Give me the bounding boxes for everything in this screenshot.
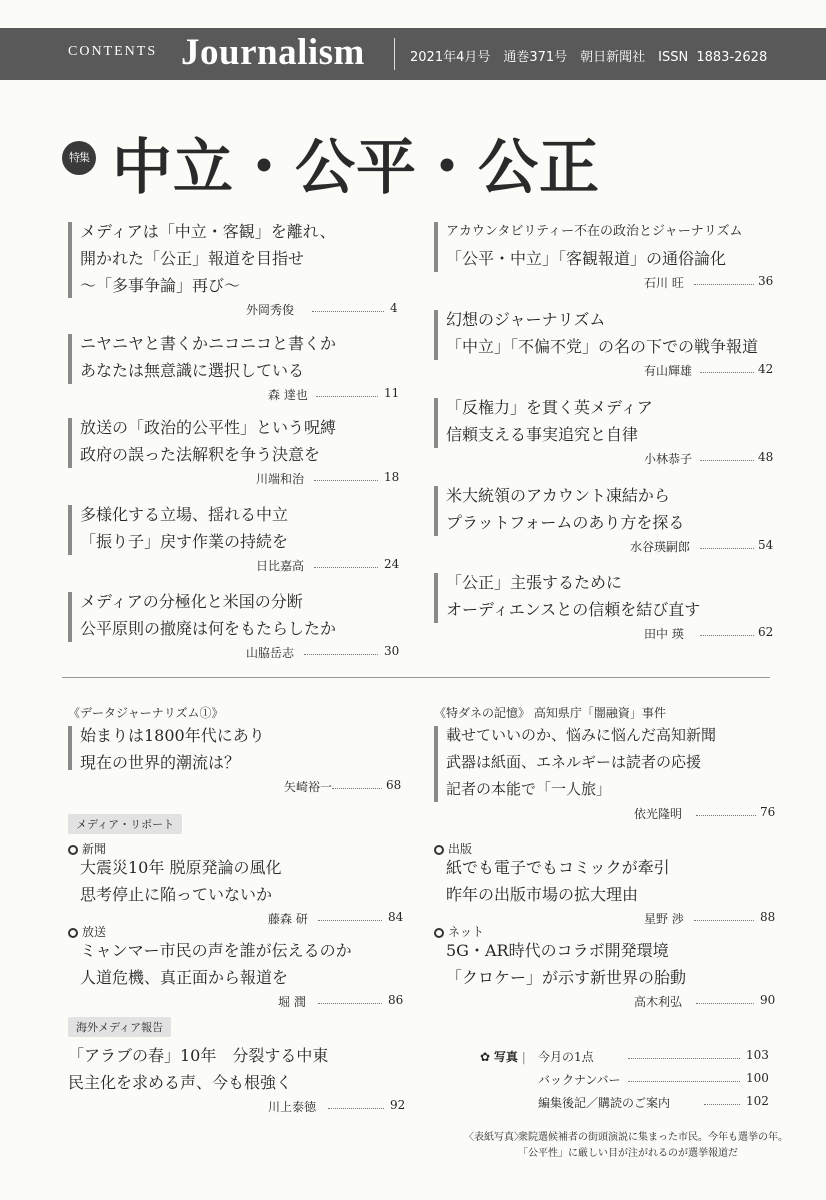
page-number: 42 — [758, 362, 774, 376]
article-title-line: 載せていいのか、悩みに悩んだ高知新聞 — [446, 726, 717, 744]
article-author: 山脇岳志 — [246, 646, 295, 660]
page-number: 92 — [390, 1098, 406, 1112]
page-number: 90 — [760, 993, 776, 1007]
page-number: 4 — [390, 301, 398, 315]
leader-dots — [700, 460, 754, 461]
series-label: 《特ダネの記憶》 高知県庁「闇融資」事件 — [434, 706, 666, 720]
category-net: ネット — [434, 923, 484, 940]
article-title-line: 現在の世界的潮流は？ — [80, 753, 241, 772]
category-publishing: 出版 — [434, 840, 472, 857]
article-title-line: 民主化を求める声、今も根強く — [68, 1073, 293, 1092]
feature-article-1[interactable] — [68, 218, 398, 319]
article-title-line: 記者の本能で「一人旅」 — [446, 780, 612, 798]
article-author: 森 達也 — [268, 388, 308, 402]
leader-dots — [694, 920, 754, 921]
article-author: 田中 瑛 — [644, 627, 684, 641]
article-title-line: アカウンタビリティー不在の政治とジャーナリズム — [446, 224, 743, 239]
article-title-line: 「アラブの春」10年 分裂する中東 — [68, 1046, 329, 1065]
article-author: 石川 旺 — [644, 276, 684, 290]
article-title-line: 「クロケー」が示す新世界の胎動 — [446, 968, 687, 987]
article-author: 高木利弘 — [634, 995, 683, 1009]
article-title-line: 「中立」「不偏不党」の名の下での戦争報道 — [446, 337, 759, 356]
page-number: 18 — [384, 470, 400, 484]
leader-dots — [318, 1003, 382, 1004]
leader-dots — [700, 372, 754, 373]
feature-article-2[interactable] — [68, 330, 398, 404]
page-number: 86 — [388, 993, 404, 1007]
article-marker — [68, 505, 72, 555]
feature-article-10[interactable] — [434, 569, 774, 643]
article-author: 川端和治 — [256, 472, 305, 486]
article-marker — [434, 222, 438, 272]
cover-caption-line: 衆院選候補者の街頭演説に集まった市民。今年も選挙の年。 — [518, 1132, 788, 1143]
data-journalism-article[interactable] — [68, 722, 402, 796]
article-title-line: あなたは無意識に選択している — [80, 361, 305, 380]
article-title-line: ニヤニヤと書くかニコニコと書くか — [80, 334, 337, 353]
media-report-net[interactable] — [434, 937, 774, 1011]
photo-label: 写真 — [493, 1050, 518, 1064]
article-title-line: 「公平・中立」「客観報道」の通俗論化 — [446, 249, 727, 268]
feature-article-7[interactable] — [434, 306, 774, 380]
toc-row-photo[interactable] — [538, 1048, 770, 1065]
article-title-line: 「反権力」を貫く英メディア — [446, 398, 653, 417]
page-number: 11 — [384, 386, 400, 400]
toc-row-text: バックナンバー — [538, 1073, 621, 1087]
article-title-line: 幻想のジャーナリズム — [446, 310, 606, 329]
article-author: 有山輝雄 — [644, 364, 693, 378]
leader-dots — [314, 567, 378, 568]
page-number: 100 — [746, 1071, 769, 1085]
leader-dots — [700, 635, 754, 636]
overseas-article[interactable] — [56, 1042, 406, 1116]
media-report-publishing[interactable] — [434, 854, 774, 928]
leader-dots — [696, 815, 756, 816]
article-author: 堀 潤 — [278, 995, 306, 1009]
scoop-memory-article[interactable] — [434, 722, 774, 823]
feature-article-3[interactable] — [68, 414, 398, 488]
leader-dots — [628, 1058, 740, 1059]
leader-dots — [328, 1108, 384, 1109]
page-number: 48 — [758, 450, 774, 464]
toc-row-editors-note[interactable] — [538, 1094, 770, 1111]
article-author: 矢崎裕一 — [284, 780, 333, 794]
page-number: 84 — [388, 910, 404, 924]
article-title-line: オーディエンスとの信頼を結び直す — [446, 600, 701, 619]
article-title-line: 多様化する立場、揺れる中立 — [80, 505, 289, 524]
issue-info: 2021年4月号 通巻371号 朝日新聞社 ISSN 1883-2628 — [410, 50, 768, 65]
contents-label: CONTENTS — [68, 44, 158, 59]
article-marker — [68, 222, 72, 298]
media-report-label: メディア・リポート — [68, 814, 182, 834]
feature-badge: 特集 — [62, 141, 96, 175]
page-number: 68 — [386, 778, 402, 792]
article-marker — [434, 398, 438, 448]
masthead-bar — [0, 28, 826, 80]
article-title-line: 紙でも電子でもコミックが牽引 — [446, 858, 670, 877]
article-marker — [68, 334, 72, 384]
page-number: 30 — [384, 644, 400, 658]
feature-article-4[interactable] — [68, 501, 398, 575]
article-title-line: 5G・AR時代のコラボ開発環境 — [446, 941, 669, 960]
cover-caption-label: 〈表紙写真〉 — [464, 1132, 524, 1143]
page-number: 54 — [758, 538, 774, 552]
section-divider — [62, 677, 770, 678]
article-author: 水谷瑛嗣郎 — [630, 540, 691, 554]
article-title-line: 〜「多事争論」再び〜 — [80, 276, 241, 295]
article-author: 小林恭子 — [644, 452, 693, 466]
article-marker — [434, 573, 438, 623]
header-divider — [394, 38, 395, 70]
feature-article-9[interactable] — [434, 482, 774, 556]
overseas-label: 海外メディア報告 — [68, 1017, 171, 1037]
article-title-line: ミャンマー市民の声を誰が伝えるのか — [80, 941, 352, 960]
page-number: 76 — [760, 805, 776, 819]
series-label: 《データジャーナリズム①》 — [68, 706, 224, 720]
feature-title: 中立・公平・公正 — [112, 133, 600, 203]
article-title-line: 開かれた「公正」報道を目指せ — [80, 249, 305, 268]
article-title-line: プラットフォームのあり方を探る — [446, 513, 685, 532]
page-number: 62 — [758, 625, 774, 639]
article-title-line: 信頼支える事実追究と自律 — [446, 425, 639, 444]
article-title-line: 始まりは1800年代にあり — [80, 726, 265, 745]
leader-dots — [332, 788, 382, 789]
article-marker — [68, 592, 72, 642]
article-title-line: 大震災10年 脱原発論の風化 — [80, 858, 282, 877]
photo-section — [480, 1048, 526, 1065]
article-author: 外岡秀俊 — [246, 303, 295, 317]
toc-row-text: 今月の1点 — [538, 1050, 594, 1064]
feature-article-8[interactable] — [434, 394, 774, 468]
article-title-line: 公平原則の撤廃は何をもたらしたか — [80, 619, 337, 638]
leader-dots — [696, 1003, 754, 1004]
cover-caption-line: 「公平性」に厳しい目が注がれるのが選挙報道だ — [518, 1148, 738, 1159]
toc-row-text: 編集後記／購読のご案内 — [538, 1096, 671, 1110]
article-title-line: 政府の誤った法解釈を争う決意を — [80, 445, 321, 464]
category-newspaper: 新聞 — [68, 840, 106, 857]
article-title-line: 「公正」主張するために — [446, 573, 623, 592]
article-author: 星野 渉 — [644, 912, 684, 926]
article-title-line: 人道危機、真正面から報道を — [80, 968, 289, 987]
article-marker — [434, 310, 438, 360]
leader-dots — [704, 1104, 740, 1105]
article-author: 藤森 研 — [268, 912, 308, 926]
article-title-line: メディアは「中立・客観」を離れ、 — [80, 222, 336, 241]
article-marker — [434, 486, 438, 536]
feature-article-6[interactable] — [434, 218, 774, 292]
article-title-line: 放送の「政治的公平性」という呪縛 — [80, 418, 337, 437]
article-marker — [68, 726, 72, 770]
article-title-line: メディアの分極化と米国の分断 — [80, 592, 303, 611]
article-marker — [68, 418, 72, 468]
leader-dots — [316, 396, 378, 397]
page-number: 102 — [746, 1094, 769, 1108]
flower-icon: ✿ — [480, 1050, 491, 1064]
media-report-newspaper[interactable] — [68, 854, 404, 928]
article-author: 依光隆明 — [634, 807, 683, 821]
article-title-line: 思考停止に陥っていないか — [80, 885, 273, 904]
leader-dots — [314, 480, 378, 481]
article-marker — [434, 726, 438, 802]
article-author: 川上泰徳 — [268, 1100, 317, 1114]
separator: | — [521, 1050, 526, 1064]
leader-dots — [700, 548, 754, 549]
article-author: 日比嘉高 — [256, 559, 305, 573]
magazine-logo: Journalism — [181, 32, 365, 73]
article-title-line: 「振り子」戻す作業の持続を — [80, 532, 289, 551]
feature-article-5[interactable] — [68, 588, 398, 662]
media-report-broadcast[interactable] — [68, 937, 404, 1011]
toc-row-backnumber[interactable] — [538, 1071, 770, 1088]
leader-dots — [318, 920, 382, 921]
article-title-line: 米大統領のアカウント凍結から — [446, 486, 670, 505]
page-number: 88 — [760, 910, 776, 924]
page-number: 24 — [384, 557, 400, 571]
leader-dots — [694, 284, 754, 285]
leader-dots — [312, 311, 384, 312]
category-broadcast: 放送 — [68, 923, 106, 940]
article-title-line: 武器は紙面、エネルギーは読者の応援 — [446, 753, 702, 771]
leader-dots — [628, 1081, 740, 1082]
page-number: 36 — [758, 274, 774, 288]
page-number: 103 — [746, 1048, 769, 1062]
article-title-line: 昨年の出版市場の拡大理由 — [446, 885, 639, 904]
leader-dots — [304, 654, 378, 655]
